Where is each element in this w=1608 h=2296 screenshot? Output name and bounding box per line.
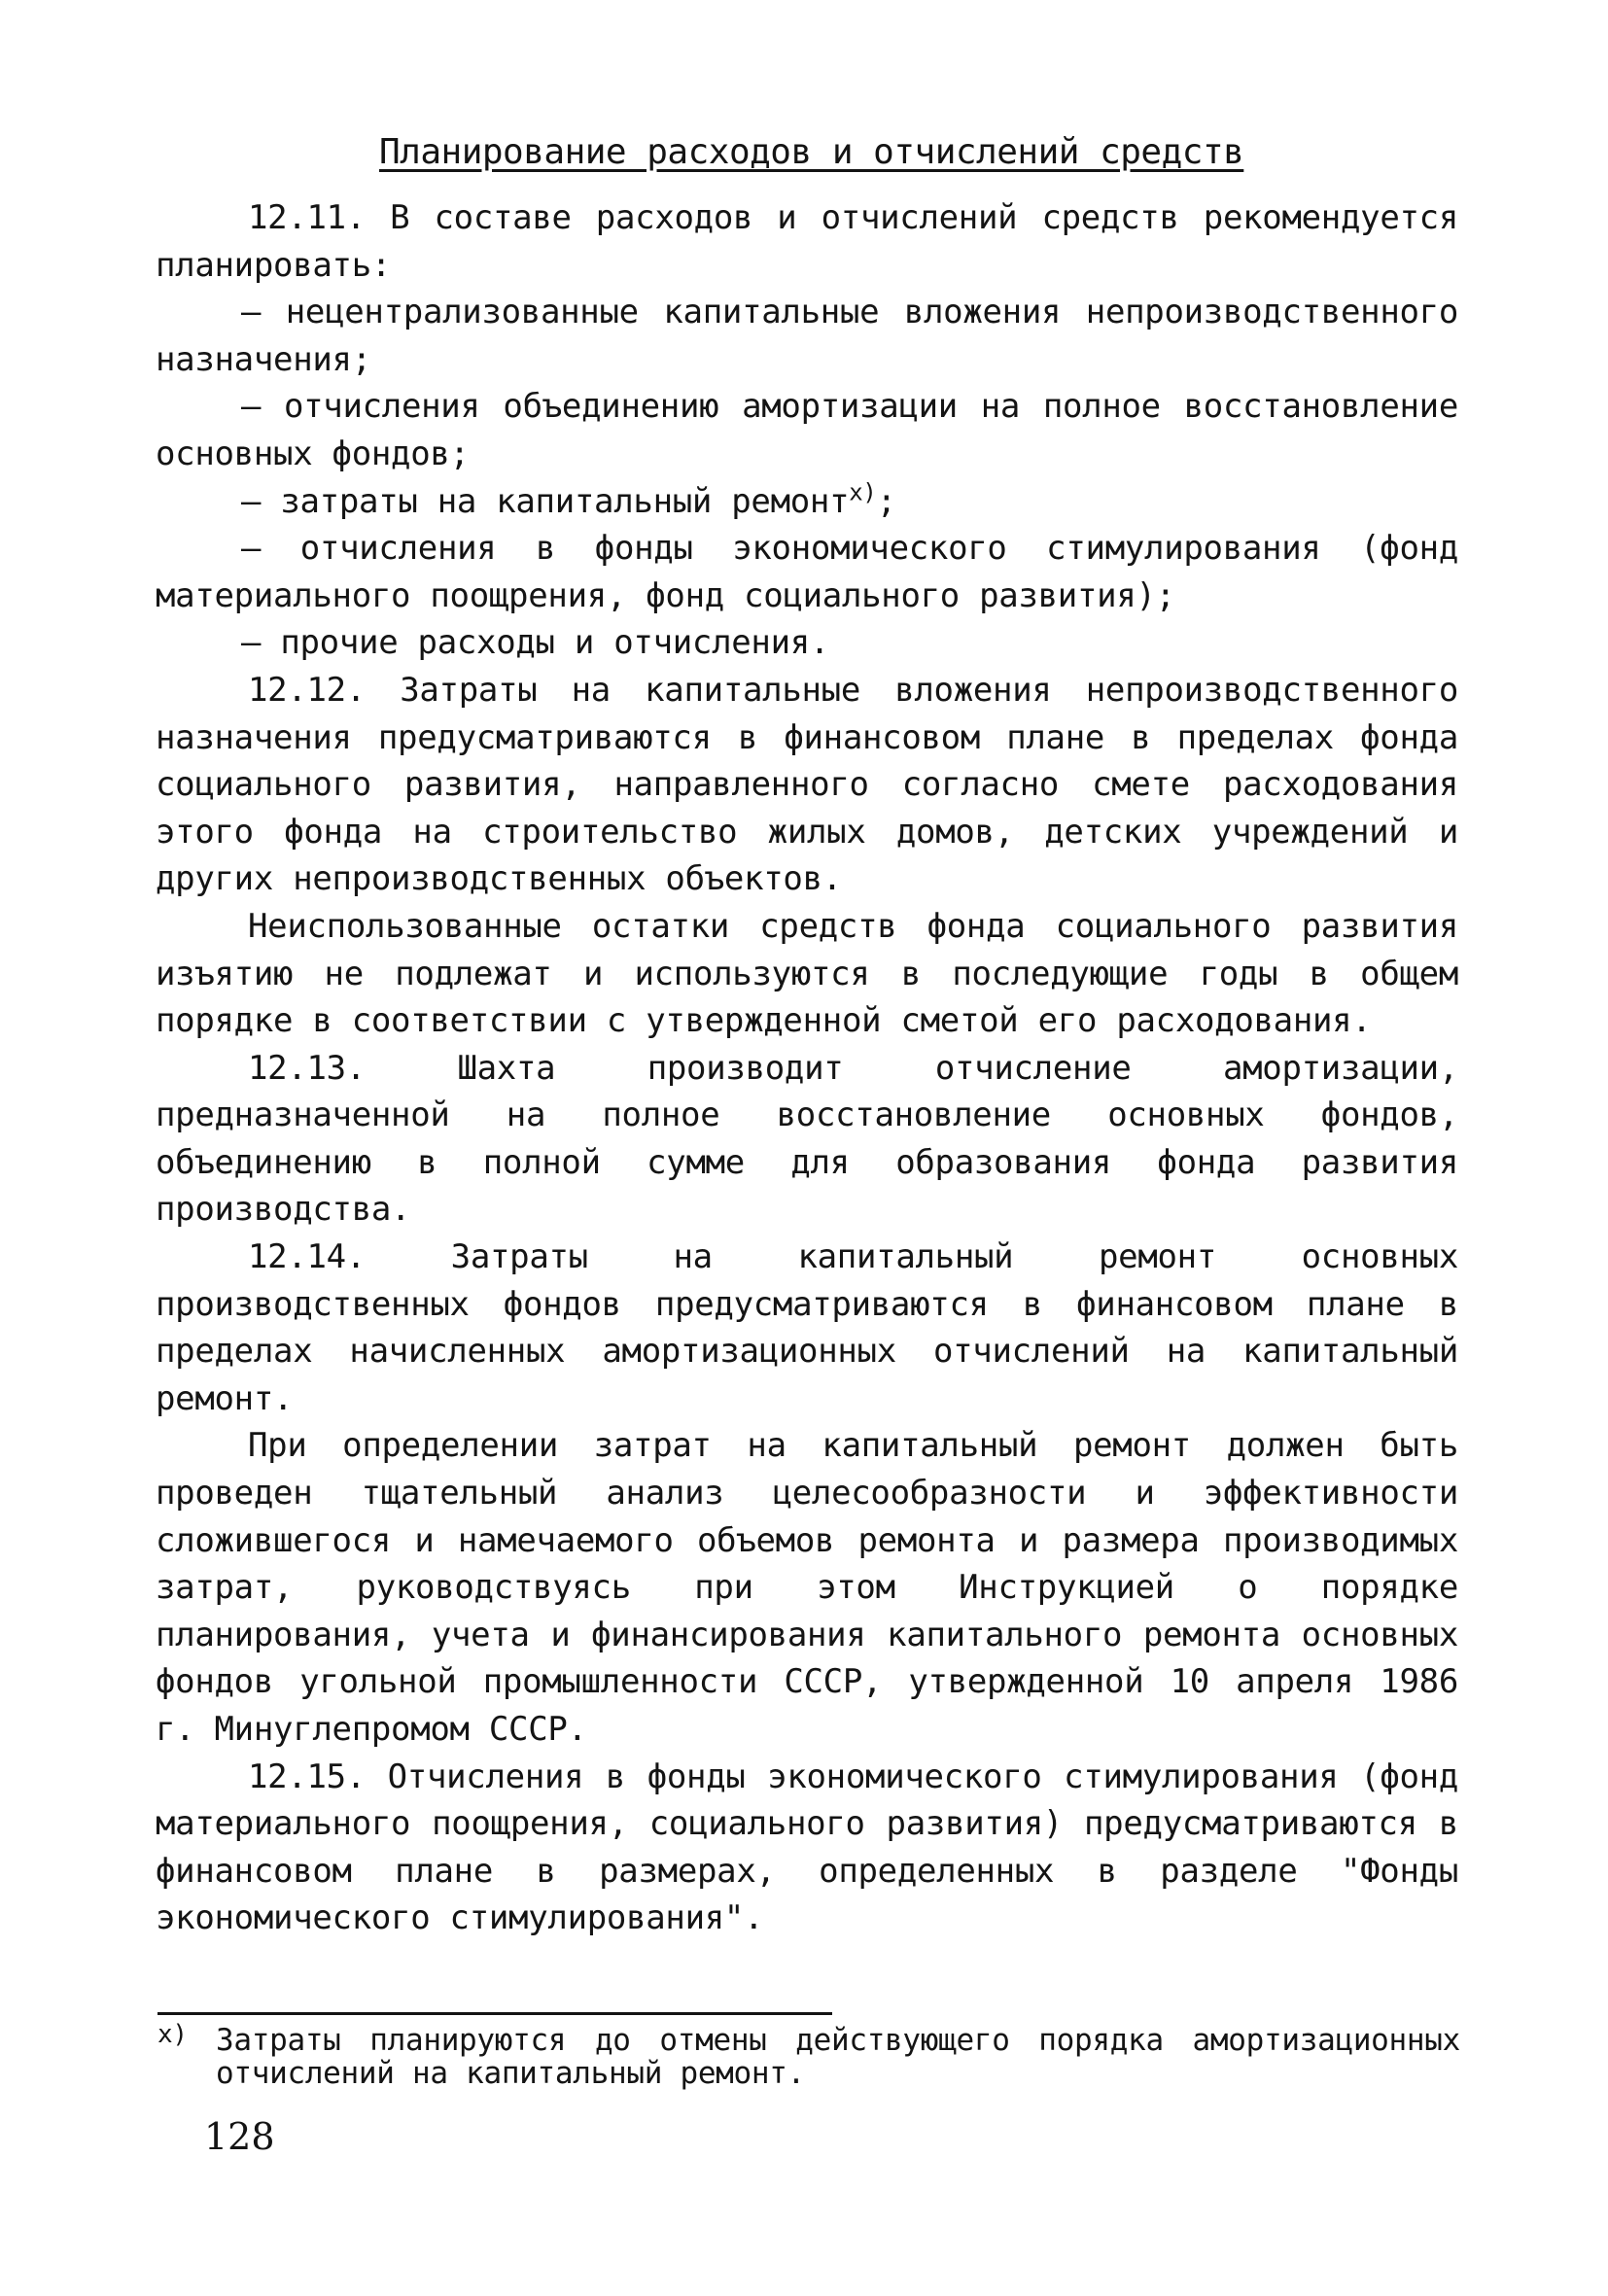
list-item-incentive-funds: – отчисления в фонды экономического стимулирования (фонд материального поощрения, фонд социального развития);	[156, 529, 1458, 615]
page-number: 128	[204, 2115, 275, 2158]
section-heading: Планирование расходов и отчислений средств	[379, 132, 1244, 172]
list-item-capital-repair-text: – затраты на капитальный ремонт	[241, 481, 850, 521]
footnote-marker: x)	[157, 2020, 188, 2049]
list-item-amortization: – отчисления объединению амортизации на полное восстановление основных фондов;	[156, 387, 1458, 473]
paragraph-12-12: 12.12. Затраты на капитальные вложения непроизводственного назначения предусматриваются в финансовом плане в пределах фонда социального развития, направленного согласно смете расходования этого фонда на строительство жилых домов, детских учреждений и других непроизводственных объектов.	[156, 670, 1458, 899]
footnote-text: Затраты планируются до отмены действующего порядка амортизационных отчислений на капитальный ремонт.	[216, 2023, 1460, 2091]
paragraph-12-11: 12.11. В составе расходов и отчислений средств рекомендуется планировать:	[156, 198, 1458, 285]
footnote-divider	[157, 2012, 832, 2015]
footnote	[157, 2020, 1460, 2091]
paragraph-12-13: 12.13. Шахта производит отчисление амортизации, предназначенной на полное восстановление основных фондов, объединению в полной сумме для образования фонда развития производства.	[156, 1048, 1458, 1230]
paragraph-12-14: 12.14. Затраты на капитальный ремонт основных производственных фондов предусматриваются в финансовом плане в пределах начисленных амортизационных отчислений на капитальный ремонт.	[156, 1237, 1458, 1418]
paragraph-unused-balances: Неиспользованные остатки средств фонда социального развития изъятию не подлежат и используются в последующие годы в общем порядке в соответствии с утвержденной сметой его расходования.	[156, 906, 1458, 1041]
list-item-capital-repair	[156, 478, 1458, 526]
list-item-capital-repair-suffix: ;	[876, 481, 896, 521]
paragraph-repair-analysis: При определении затрат на капитальный ремонт должен быть проведен тщательный анализ целесообразности и эффективности сложившегося и намечаемого объемов ремонта и размера производимых затрат, руководствуясь при этом Инструкцией о порядке планирования, учета и финансирования капитального ремонта основных фондов угольной промышленности СССР, утвержденной 10 апреля 1986 г. Минуглепромом СССР.	[156, 1426, 1458, 1749]
body-text	[156, 194, 1458, 1942]
paragraph-12-15: 12.15. Отчисления в фонды экономического стимулирования (фонд материального поощрения, социального развития) предусматриваются в финансовом плане в размерах, определенных в разделе "Фонды экономического стимулирования".	[156, 1757, 1458, 1938]
footnote-reference: x)	[849, 478, 877, 506]
list-item-other-expenses: – прочие расходы и отчисления.	[241, 623, 830, 663]
list-item-capital-investments: – нецентрализованные капитальные вложения непроизводственного назначения;	[156, 293, 1458, 379]
